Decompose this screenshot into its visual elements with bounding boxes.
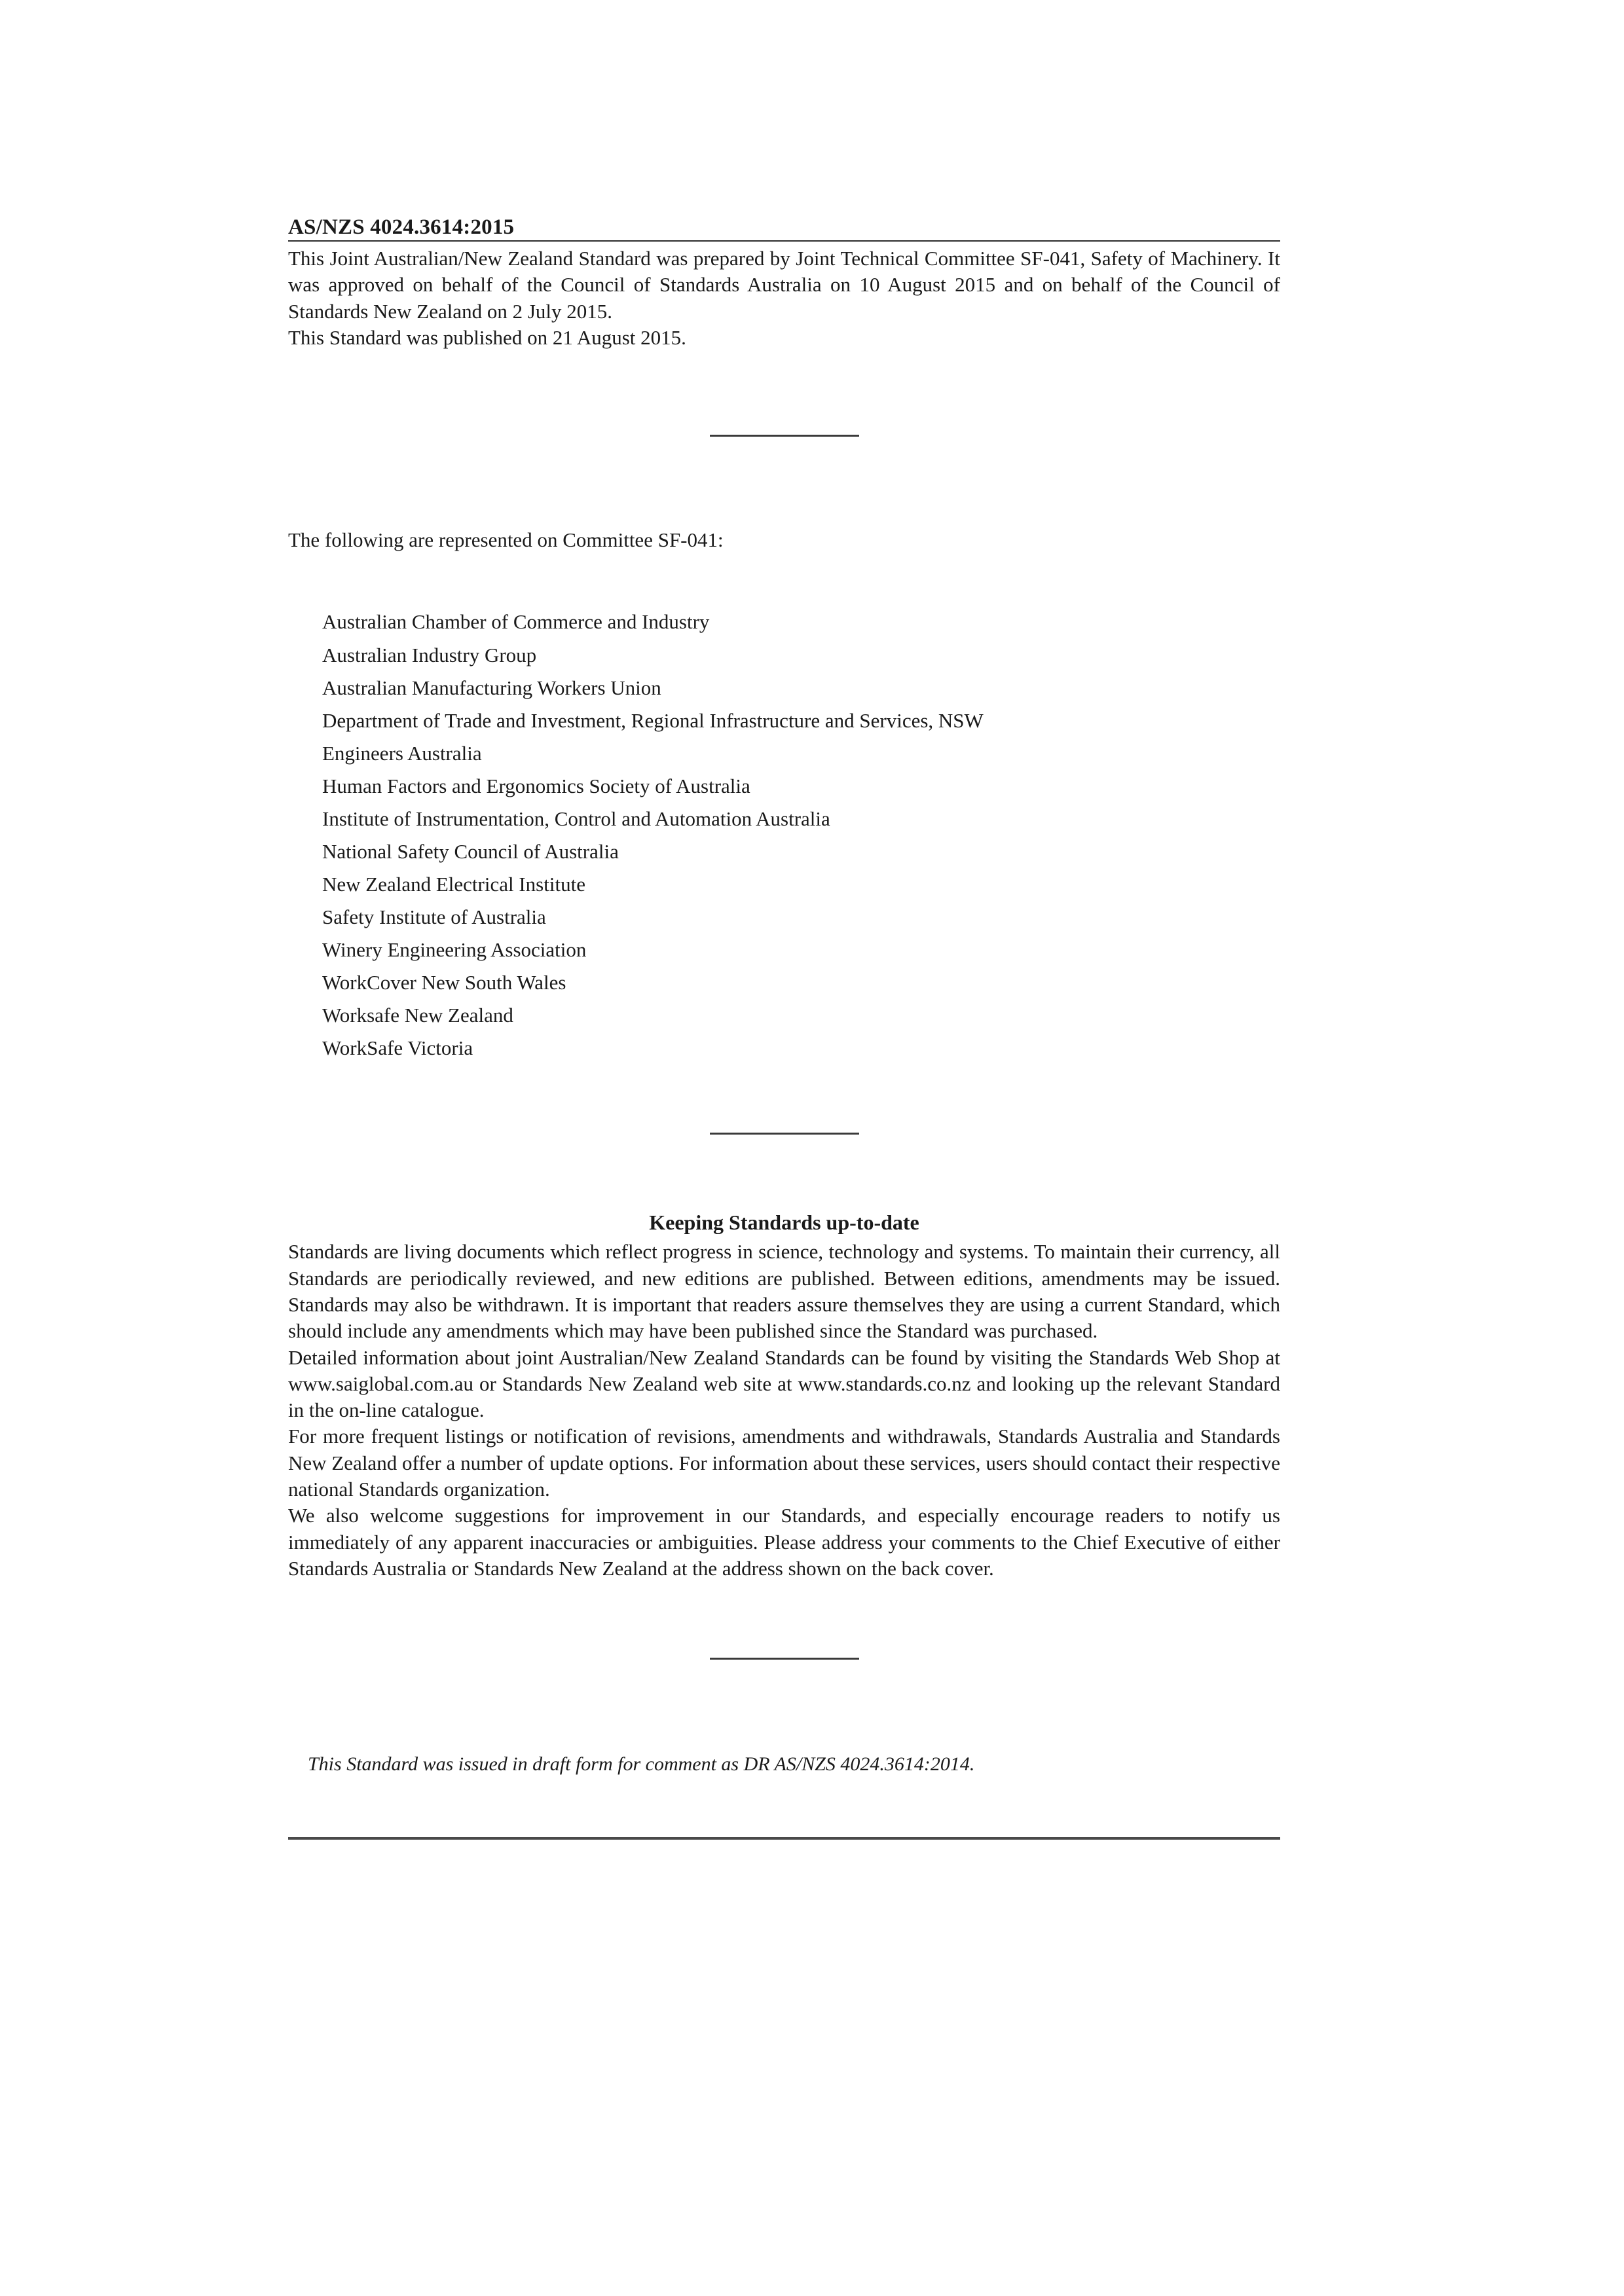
separator-rule (710, 1658, 859, 1660)
spacer-before-footer-note (288, 1660, 1280, 1751)
page-bottom-rule (288, 1837, 1280, 1840)
preparation-note: This Joint Australian/New Zealand Standard was prepared by Joint Technical Committee SF-041, Safety of Machinery. It was approved on behalf of the Council of Standards Australia on 10 August 2015 and on behalf of the Council of Standards New Zealand on 2 July 2015. (288, 246, 1280, 323)
spacer-before-bottom-rule (288, 1777, 1280, 1837)
list-item: Australian Industry Group (322, 643, 537, 666)
list-item: WorkSafe Victoria (322, 1036, 473, 1060)
list-item: Human Factors and Ergonomics Society of Australia (322, 774, 750, 797)
spacer-after-list (288, 1065, 1280, 1133)
list-item: Australian Manufacturing Workers Union (322, 676, 661, 699)
spacer-before-committee (288, 437, 1280, 527)
list-item: New Zealand Electrical Institute (322, 872, 585, 896)
list-item: Safety Institute of Australia (322, 905, 546, 929)
spacer-before-separator-3 (288, 1582, 1280, 1658)
keeping-standards-paragraph-2: Detailed information about joint Australian/New Zealand Standards can be found by visiting the Standards Web Shop at www.saiglobal.com.au or Standards New Zealand web site at www.standards.co.nz and looking up the relevant Standard in the on-line catalogue. (288, 1345, 1280, 1422)
keeping-standards-paragraph-3: For more frequent listings or notification of revisions, amendments and withdrawals, Standards Australia and Standards New Zealand offer a number of update options. For information about these services, users should contact their respective national Standards organization. (288, 1425, 1280, 1501)
list-item: Australian Chamber of Commerce and Industry (322, 610, 710, 634)
list-item: Worksafe New Zealand (322, 1004, 513, 1027)
title-divider (288, 240, 1280, 242)
list-item: Institute of Instrumentation, Control and Automation Australia (322, 807, 830, 830)
publication-note: This Standard was published on 21 August 2015. (288, 325, 686, 349)
list-item: Winery Engineering Association (322, 938, 587, 962)
draft-form-note: This Standard was issued in draft form for comment as DR AS/NZS 4024.3614:2014. (308, 1753, 975, 1776)
list-item: Engineers Australia (322, 741, 482, 765)
keeping-standards-paragraph-1: Standards are living documents which reflect progress in science, technology and systems. To maintain their currency, all Standards are periodically reviewed, and new editions are published. Between editions, amendments may be issued. Standards may also be withdrawn. It is important that readers assure themselves they are using a current Standard, which should include any amendments which may have been published since the Standard was purchased. (288, 1240, 1280, 1343)
separator-rule (710, 435, 859, 437)
list-item: Department of Trade and Investment, Regional Infrastructure and Services, NSW (322, 708, 984, 732)
spacer-before-list (288, 553, 1280, 606)
list-item: National Safety Council of Australia (322, 839, 619, 863)
section-heading-keeping-standards: Keeping Standards up-to-date (649, 1211, 919, 1235)
committee-member-list (288, 606, 1280, 1065)
separator-rule (710, 1133, 859, 1135)
keeping-standards-paragraph-4: We also welcome suggestions for improvement in our Standards, and especially encourage readers to notify us immediately of any apparent inaccuracies or ambiguities. Please address your comments to the Chief Executive of either Standards Australia or Standards New Zealand at the address shown on the back cover. (288, 1504, 1280, 1580)
spacer-before-heading (288, 1135, 1280, 1211)
page-content (288, 216, 1280, 1840)
spacer-after-intro (288, 351, 1280, 435)
list-item: WorkCover New South Wales (322, 971, 566, 994)
committee-intro: The following are represented on Committee SF-041: (288, 528, 724, 552)
page-title: AS/NZS 4024.3614:2015 (288, 215, 515, 239)
